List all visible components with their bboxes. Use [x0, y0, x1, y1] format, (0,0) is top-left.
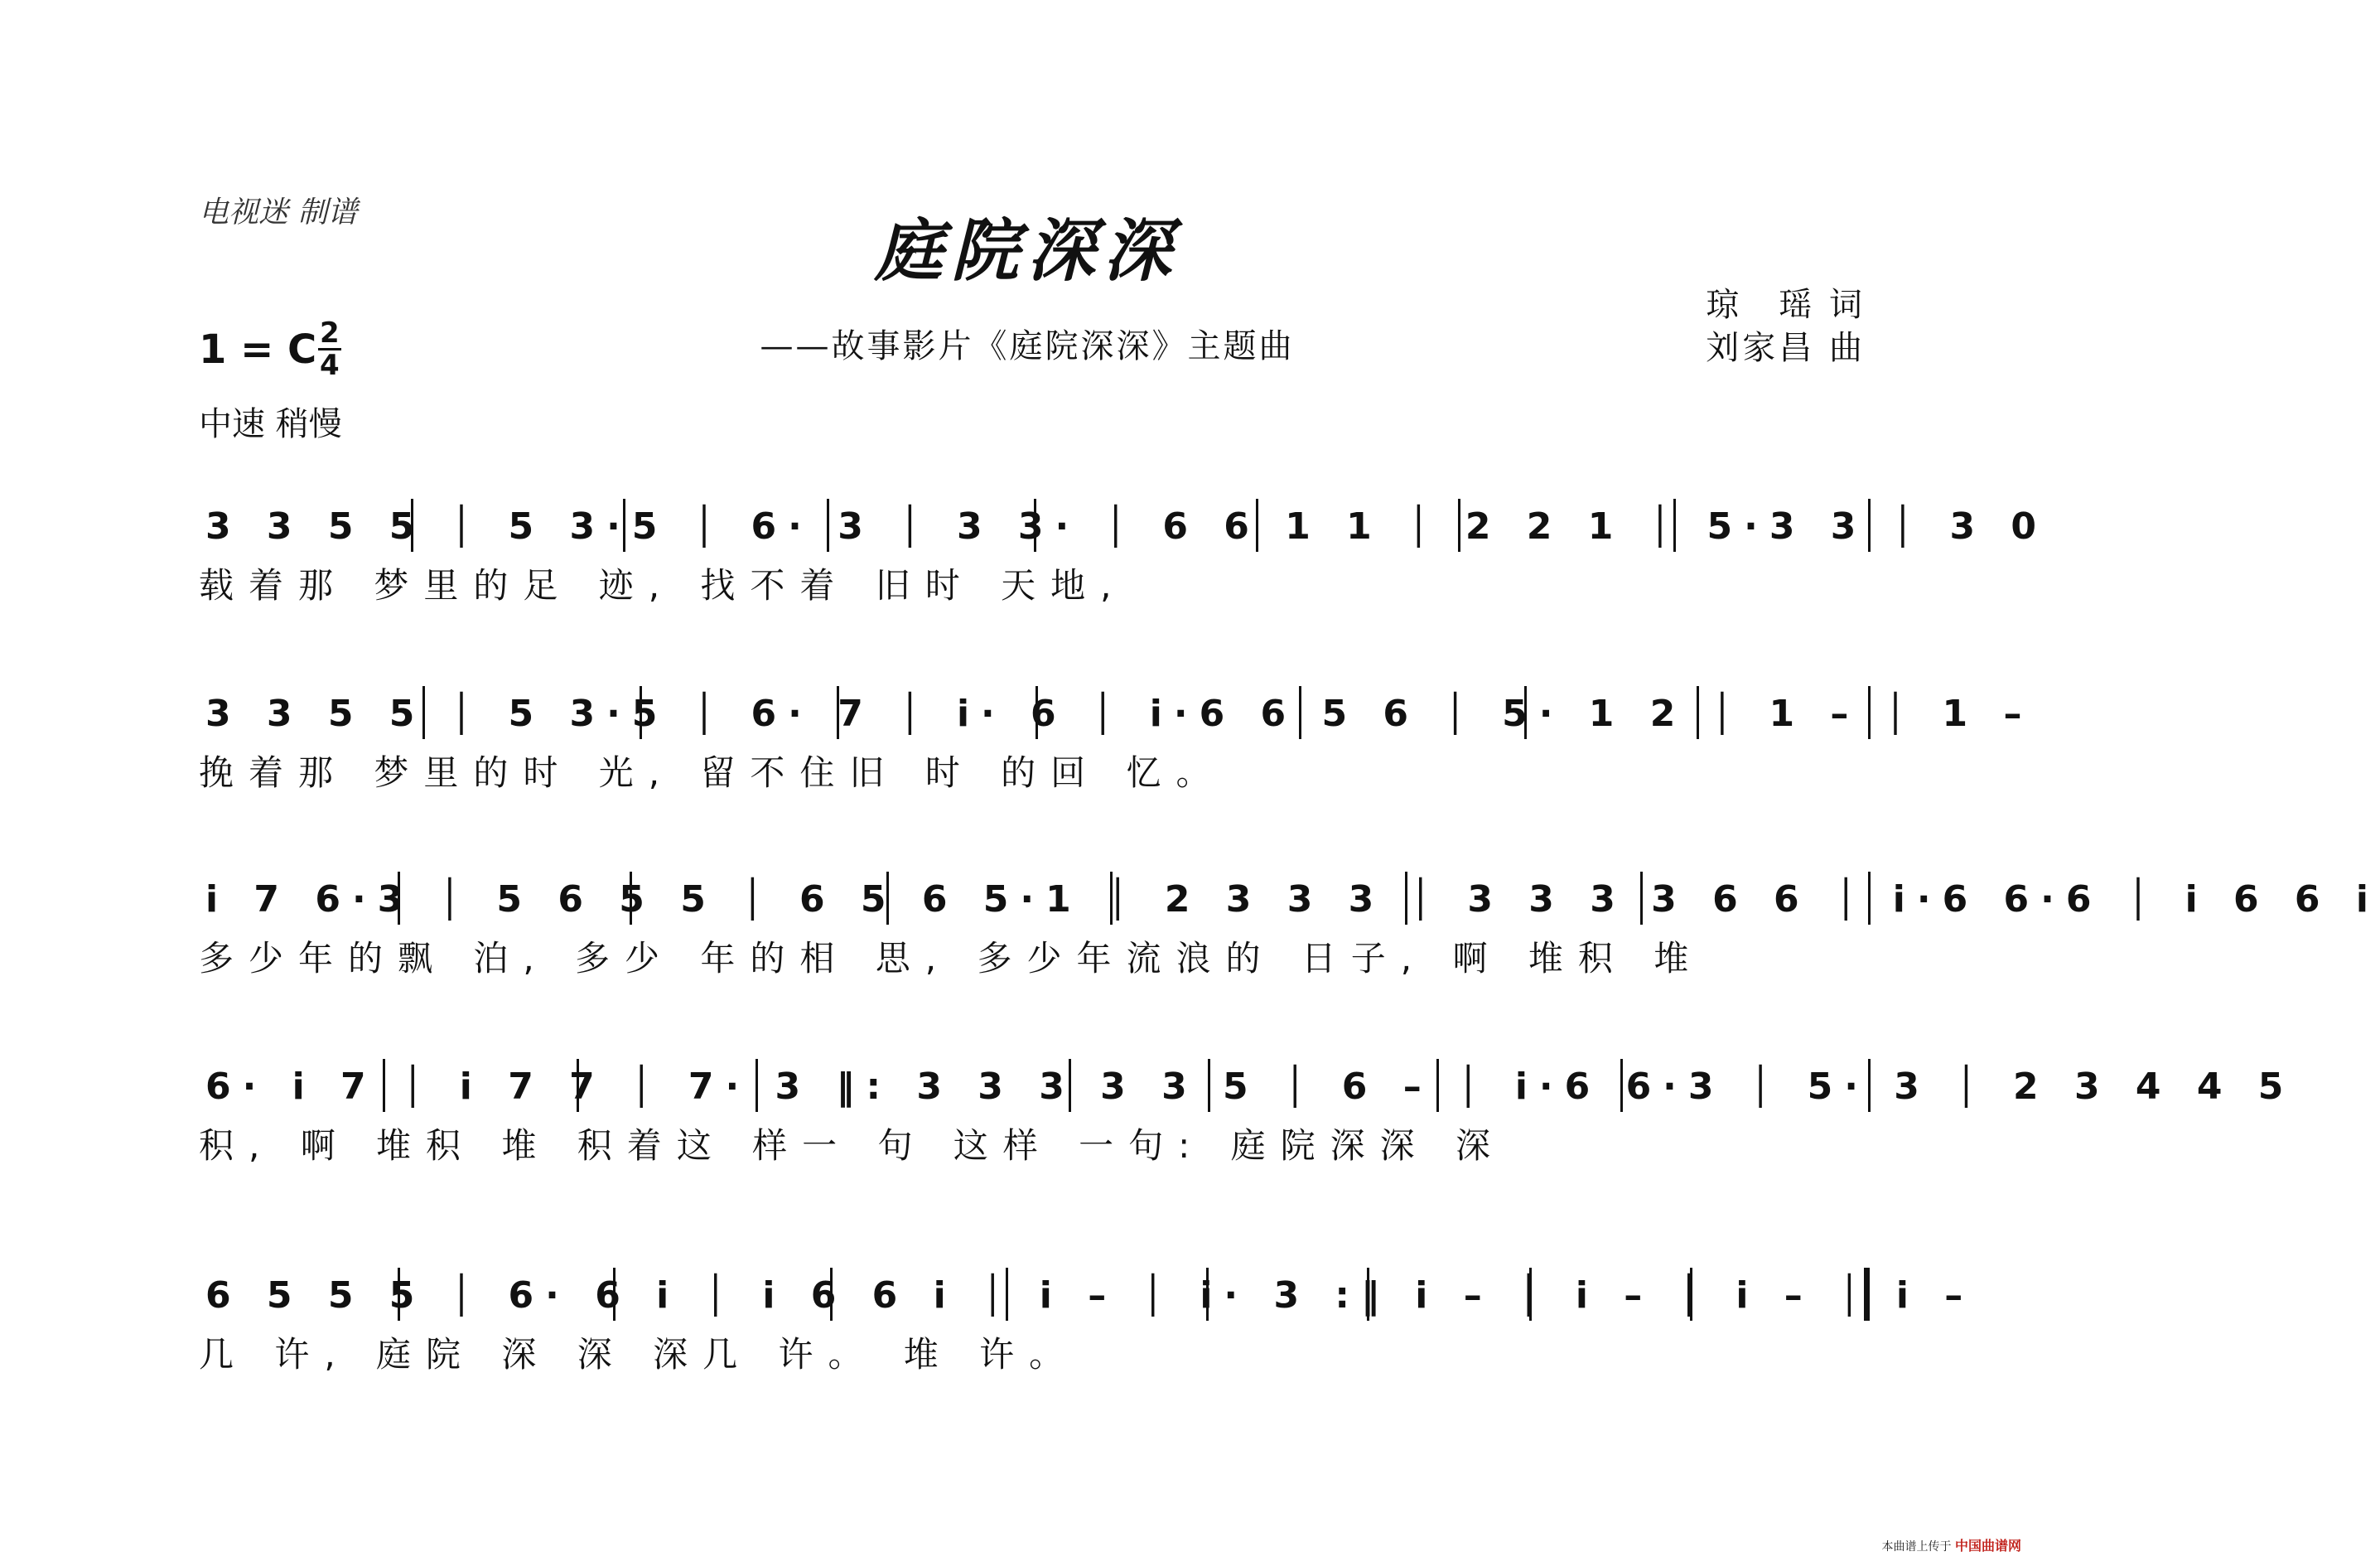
- score-row-2: [199, 676, 2034, 834]
- tempo-marking: 中速 稍慢: [199, 405, 342, 443]
- notation-row-1: 3 3 5 5 │ 5 3·5 │ 6· 3 │ 3 3· │ 6 6 1 1 │ 2 2 1 │ 5·3 3 │ 3 0: [205, 505, 2049, 548]
- score-row-1: [199, 489, 2049, 646]
- lyricist-credit: 琼 瑶 词: [1706, 286, 1866, 324]
- upload-footer: [1882, 1535, 2021, 1554]
- arranger-credit: 电视迷 制谱: [199, 196, 358, 230]
- lyrics-row-2: 挽着那 梦里的时 光, 留不住旧 时 的回 忆。: [199, 752, 1226, 793]
- footer-text: 本曲谱上传于: [1881, 1540, 1952, 1554]
- time-signature-top: 2: [320, 317, 340, 350]
- lyrics-row-5: 几 许, 庭院 深 深 深几 许。 堆 许。: [199, 1334, 1079, 1375]
- score-row-5: [199, 1258, 1975, 1415]
- score-row-3: [199, 862, 2380, 1019]
- lyrics-row-1: 载着那 梦里的足 迹, 找不着 旧时 天地,: [199, 565, 1127, 606]
- notation-row-4: 6· i 7 │ i 7 7 │ 7· 3 ‖: 3 3 3 3 3 5 │ 6 – │ i·6 6·3 │ 5· 3 │ 2 3 4 4 5: [205, 1066, 2296, 1108]
- song-subtitle: ——故事影片《庭院深深》主题曲: [760, 327, 1295, 365]
- notation-row-3: i 7 6·3 │ 5 6 5 5 │ 6 5 6 5·1 │ 2 3 3 3 │ 3 3 3 3 6 6 │ i·6 6·6 │ i 6 6 i: [205, 878, 2380, 921]
- time-signature-bottom: 4: [320, 349, 340, 382]
- notation-row-5: 6 5 5 5 │ 6· 6 i │ i 6 6 i │ i – │ i· 3 :‖ i – │ i – │ i – │ i –: [205, 1274, 1975, 1317]
- site-brand: 中国曲谱网: [1954, 1538, 2021, 1554]
- score-row-4: [199, 1049, 2296, 1206]
- time-signature: [318, 318, 341, 380]
- lyrics-row-4: 积, 啊 堆积 堆 积着这 样一 句 这样 一句: 庭院深深 深: [199, 1125, 1506, 1166]
- lyrics-row-3: 多少年的飘 泊, 多少 年的相 思, 多少年流浪的 日子, 啊 堆积 堆: [199, 938, 1704, 979]
- notation-row-2: 3 3 5 5 │ 5 3·5 │ 6· 7 │ i· 6 │ i·6 6 5 6 │ 5· 1 2 │ 1 – │ 1 –: [205, 693, 2034, 735]
- key-signature: 1 = C: [199, 326, 317, 373]
- song-title: 庭院深深: [875, 211, 1180, 291]
- composer-credit: 刘家昌 曲: [1706, 329, 1866, 367]
